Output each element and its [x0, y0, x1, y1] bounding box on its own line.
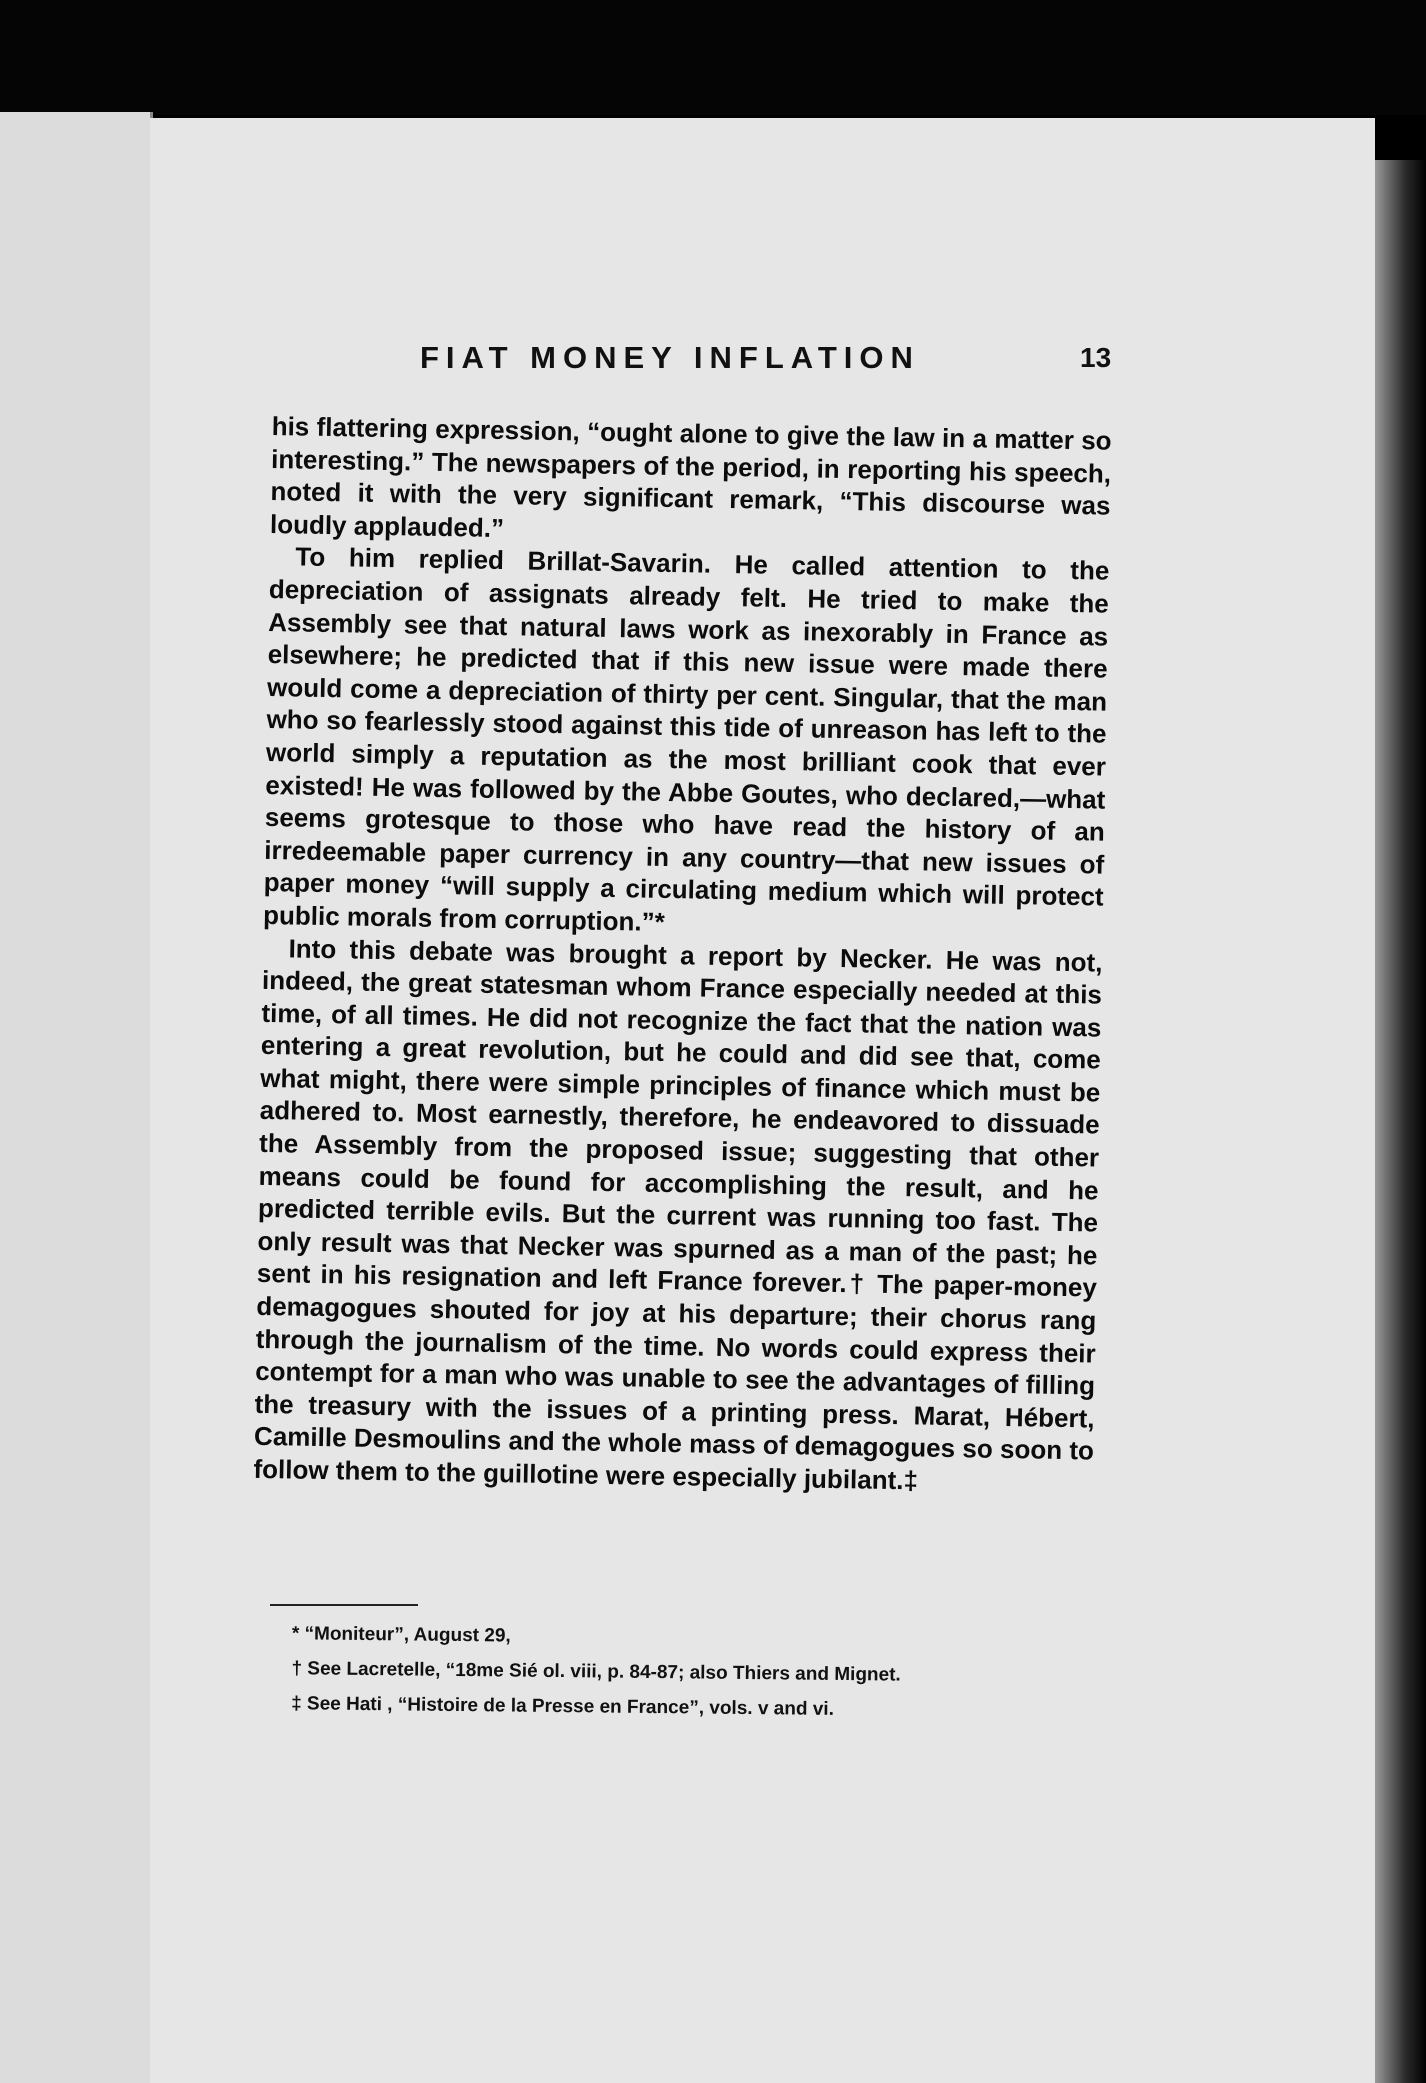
- page-fore-edge: [1375, 160, 1426, 2083]
- body-text: [253, 410, 1112, 1500]
- footnotes: [269, 1622, 1090, 1736]
- footnote: * “Moniteur”, August 29,: [291, 1623, 511, 1647]
- page-number: 13: [1080, 342, 1112, 373]
- paragraph: his flattering expression, “ought alone to give the law in a matter so interesting.” The newspapers of the period, in reporting his speech, noted it with the very significant remark, “This discourse was loudly applauded.”: [269, 410, 1112, 543]
- paragraph: To him replied Brillat-Savarin. He called attention to the depreciation of assignats already felt. He tried to make the Assembly see that natural laws work as inexorably in France as elsewhere; he predicted that if this new issue were made there would come a depreciation of thirty per cent. Singular, that the man who so fearlessly stood against this tide of unreason has left to the world simply a reputation as the most brilliant cook that ever existed! He was followed by the Abbe Goutes, who declared,—what seems grotesque to those who have read the history of an irredeemable paper currency in any country—that new issues of paper money “will supply a circulating medium which will protect public morals from corruption.”*: [262, 541, 1110, 937]
- footnote: † See Lacretelle, “18me Sié ol. viii, p. 84-87; also Thiers and Mignet.: [291, 1658, 901, 1686]
- running-title: FIAT MONEY INFLATION: [420, 340, 920, 375]
- footnote: ‡ See Hati , “Histoire de la Presse en France”, vols. v and vi.: [291, 1693, 835, 1720]
- page-header: [420, 340, 1120, 380]
- paragraph: Into this debate was brought a report by Necker. He was not, indeed, the great statesman whom France especially needed at this time, of all times. He did not recognize the fact that the nation was entering a great revolution, but he could and did see that, come what might, there were simple principles of finance which must be adhered to. Most earnestly, therefore, he endeavored to dissuade the Assembly from the proposed issue; suggesting that other means could be found for accomplishing the result, and he predicted terrible evils. But the current was running too fast. The only result was that Necker was spurned as a man of the past; he sent in his resignation and left France forever.† The paper-money demagogues shouted for joy at his departure; their chorus rang through the journalism of the time. No words could express their contempt for a man who was unable to see the advantages of filling the treasury with the issues of a printing press. Marat, Hébert, Camille Desmoulins and the whole mass of demagogues so soon to follow them to the guillotine were especially jubilant.‡: [253, 932, 1103, 1496]
- footnote-divider: [270, 1604, 418, 1606]
- scan-top-margin: [0, 0, 1426, 115]
- facing-page-edge: [0, 112, 153, 2083]
